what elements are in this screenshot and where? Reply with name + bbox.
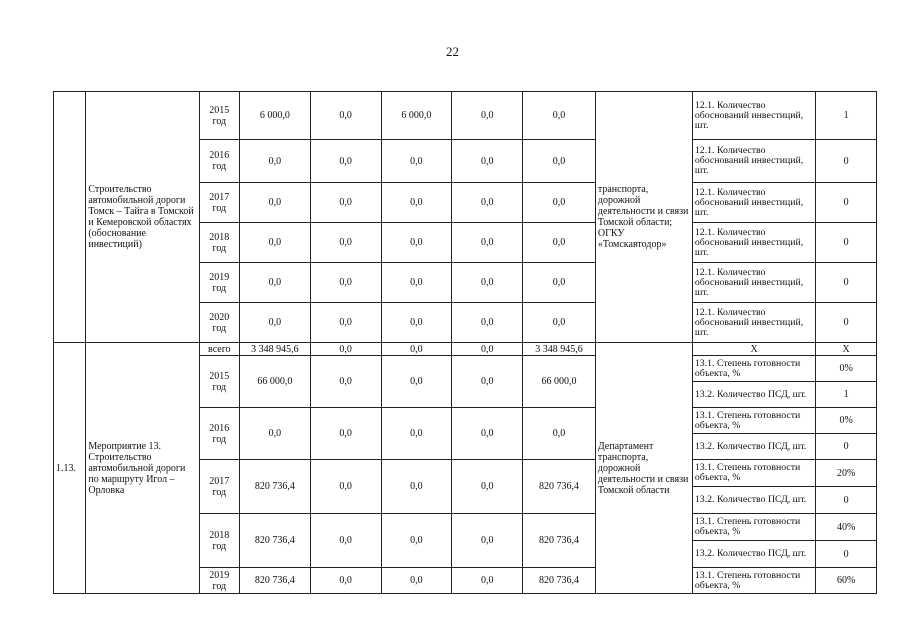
indicator-cell: 13.2. Количество ПСД, шт. — [692, 487, 815, 514]
year-cell: 2019 год — [199, 263, 239, 303]
regional-cell: 0,0 — [381, 223, 452, 263]
federal-cell: 0,0 — [310, 514, 381, 568]
federal-cell: 0,0 — [310, 140, 381, 183]
total-cell: 0,0 — [240, 183, 311, 223]
indicator-cell: 12.1. Количество обоснований инвестиций, шт. — [692, 140, 815, 183]
year-cell: 2016 год — [199, 408, 239, 460]
indicator-value: 0 — [816, 263, 877, 303]
extra-budget-cell: 0,0 — [523, 223, 596, 263]
total-cell: 820 736,4 — [240, 514, 311, 568]
indicator-value: 0 — [816, 541, 877, 568]
indicator-value: 40% — [816, 514, 877, 541]
indicator-cell: 13.1. Степень готовности объекта, % — [692, 408, 815, 434]
local-cell: 0,0 — [452, 408, 523, 460]
indicator-cell: X — [692, 343, 815, 356]
year-cell: 2020 год — [199, 303, 239, 343]
indicator-value: 0 — [816, 140, 877, 183]
indicator-cell: 12.1. Количество обоснований инвестиций, шт. — [692, 223, 815, 263]
program-table — [53, 91, 877, 594]
federal-cell: 0,0 — [310, 356, 381, 408]
year-cell: 2017 год — [199, 460, 239, 514]
indicator-cell: 13.2. Количество ПСД, шт. — [692, 434, 815, 460]
local-cell: 0,0 — [452, 223, 523, 263]
regional-cell: 0,0 — [381, 263, 452, 303]
indicator-cell: 12.1. Количество обоснований инвестиций, шт. — [692, 92, 815, 140]
indicator-cell: 13.1. Степень готовности объекта, % — [692, 568, 815, 594]
year-cell: 2015 год — [199, 92, 239, 140]
federal-cell: 0,0 — [310, 92, 381, 140]
extra-budget-cell: 0,0 — [523, 140, 596, 183]
indicator-cell: 12.1. Количество обоснований инвестиций, шт. — [692, 303, 815, 343]
total-cell: 66 000,0 — [240, 356, 311, 408]
local-cell: 0,0 — [452, 92, 523, 140]
local-cell: 0,0 — [452, 514, 523, 568]
total-cell: 0,0 — [240, 263, 311, 303]
extra-budget-cell: 0,0 — [523, 303, 596, 343]
year-cell: всего — [199, 343, 239, 356]
federal-cell: 0,0 — [310, 568, 381, 594]
year-cell: 2018 год — [199, 223, 239, 263]
indicator-value: 0 — [816, 183, 877, 223]
indicator-cell: 12.1. Количество обоснований инвестиций, шт. — [692, 263, 815, 303]
federal-cell: 0,0 — [310, 183, 381, 223]
regional-cell: 6 000,0 — [381, 92, 452, 140]
federal-cell: 0,0 — [310, 343, 381, 356]
measure-title: Мероприятие 13. Строительство автомобильной дороги по маршруту Игол – Орловка — [86, 343, 199, 594]
regional-cell: 0,0 — [381, 514, 452, 568]
indicator-cell: 13.1. Степень готовности объекта, % — [692, 356, 815, 382]
federal-cell: 0,0 — [310, 263, 381, 303]
table-row — [54, 343, 877, 356]
indicator-value: 0 — [816, 434, 877, 460]
indicator-value: 0 — [816, 223, 877, 263]
year-cell: 2015 год — [199, 356, 239, 408]
total-cell: 3 348 945,6 — [240, 343, 311, 356]
regional-cell: 0,0 — [381, 568, 452, 594]
extra-budget-cell: 0,0 — [523, 92, 596, 140]
extra-budget-cell: 820 736,4 — [523, 568, 596, 594]
extra-budget-cell: 0,0 — [523, 408, 596, 460]
regional-cell: 0,0 — [381, 183, 452, 223]
federal-cell: 0,0 — [310, 303, 381, 343]
year-cell: 2017 год — [199, 183, 239, 223]
page-number: 22 — [446, 44, 459, 59]
indicator-cell: 13.1. Степень готовности объекта, % — [692, 460, 815, 487]
indicator-cell: 13.1. Степень готовности объекта, % — [692, 514, 815, 541]
measure-title: Строительство автомобильной дороги Томск – Тайга в Томской и Кемеровской областях (обоснование инвестиций) — [86, 92, 199, 343]
local-cell: 0,0 — [452, 356, 523, 408]
indicator-value: 0% — [816, 408, 877, 434]
indicator-value: 1 — [816, 92, 877, 140]
executor-cell: транспорта, дорожной деятельности и связи Томской области; ОГКУ «Томскавтодор» — [595, 92, 692, 343]
total-cell: 0,0 — [240, 303, 311, 343]
extra-budget-cell: 3 348 945,6 — [523, 343, 596, 356]
extra-budget-cell: 0,0 — [523, 263, 596, 303]
local-cell: 0,0 — [452, 460, 523, 514]
extra-budget-cell: 66 000,0 — [523, 356, 596, 408]
local-cell: 0,0 — [452, 183, 523, 223]
regional-cell: 0,0 — [381, 408, 452, 460]
extra-budget-cell: 820 736,4 — [523, 514, 596, 568]
indicator-value: 1 — [816, 382, 877, 408]
year-cell: 2019 год — [199, 568, 239, 594]
extra-budget-cell: 0,0 — [523, 183, 596, 223]
indicator-cell: 13.2. Количество ПСД, шт. — [692, 541, 815, 568]
total-cell: 0,0 — [240, 408, 311, 460]
local-cell: 0,0 — [452, 343, 523, 356]
local-cell: 0,0 — [452, 140, 523, 183]
federal-cell: 0,0 — [310, 408, 381, 460]
extra-budget-cell: 820 736,4 — [523, 460, 596, 514]
total-cell: 0,0 — [240, 223, 311, 263]
federal-cell: 0,0 — [310, 460, 381, 514]
row-number-cell: 1.13. — [54, 343, 86, 594]
year-cell: 2016 год — [199, 140, 239, 183]
total-cell: 0,0 — [240, 140, 311, 183]
total-cell: 820 736,4 — [240, 460, 311, 514]
row-number-cell — [54, 92, 86, 343]
regional-cell: 0,0 — [381, 140, 452, 183]
regional-cell: 0,0 — [381, 303, 452, 343]
total-cell: 6 000,0 — [240, 92, 311, 140]
local-cell: 0,0 — [452, 263, 523, 303]
table-row — [54, 92, 877, 140]
indicator-cell: 12.1. Количество обоснований инвестиций, шт. — [692, 183, 815, 223]
year-cell: 2018 год — [199, 514, 239, 568]
indicator-cell: 13.2. Количество ПСД, шт. — [692, 382, 815, 408]
executor-cell: Департамент транспорта, дорожной деятельности и связи Томской области — [595, 343, 692, 594]
regional-cell: 0,0 — [381, 356, 452, 408]
indicator-value: X — [816, 343, 877, 356]
regional-cell: 0,0 — [381, 343, 452, 356]
local-cell: 0,0 — [452, 303, 523, 343]
indicator-value: 0 — [816, 487, 877, 514]
regional-cell: 0,0 — [381, 460, 452, 514]
local-cell: 0,0 — [452, 568, 523, 594]
indicator-value: 20% — [816, 460, 877, 487]
indicator-value: 0 — [816, 303, 877, 343]
federal-cell: 0,0 — [310, 223, 381, 263]
total-cell: 820 736,4 — [240, 568, 311, 594]
indicator-value: 0% — [816, 356, 877, 382]
indicator-value: 60% — [816, 568, 877, 594]
